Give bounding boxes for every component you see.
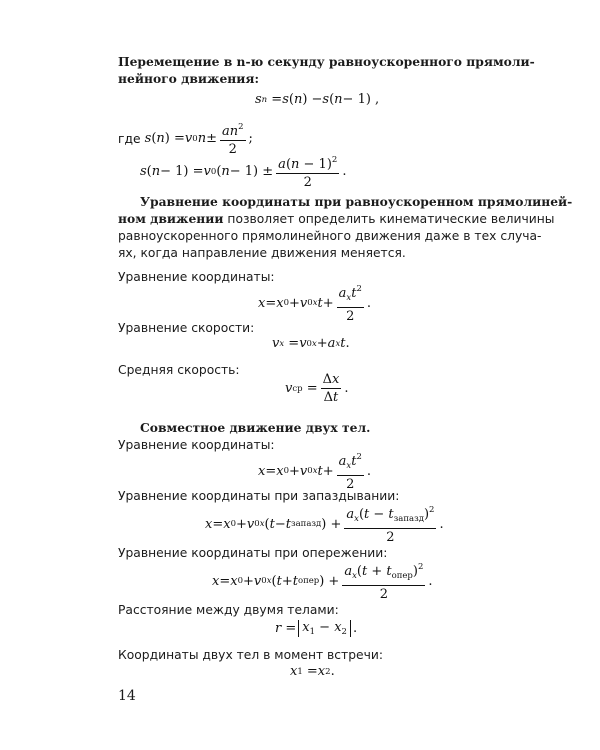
coordinate-equation-label: Уравнение координаты: xyxy=(118,270,275,284)
distance-formula: r = $x_1 - x_2$ . xyxy=(275,620,358,637)
section2-line1: Уравнение координаты при равноускоренном прямолиней- xyxy=(140,194,573,209)
formula-s-of-n-minus-1: s ( n − 1) = v 0 ( n − 1) ± $\frac{a(n - 1)^2}{2}$ . xyxy=(140,155,347,190)
meeting-coordinates-label: Координаты двух тел в момент встречи: xyxy=(118,648,383,662)
advance-formula: x = x 0 + v 0x ( t + t опер ) + $\frac{a_x(t + t_{опер})^2}{2}$ . xyxy=(212,562,433,602)
velocity-equation-label: Уравнение скорости: xyxy=(118,321,255,335)
section3-heading: Совместное движение двух тел. xyxy=(140,420,371,435)
coordinate-formula: x = x 0 + v 0x t + $\frac{a_xt^2}{2}$ . xyxy=(258,284,371,324)
formula-s-of-n: где s ( n ) = v 0 n ± $\frac{an^2}{2}$ ; xyxy=(118,122,253,157)
formula-sn: s n = s ( n ) − s ( n − 1) , xyxy=(255,92,380,107)
average-velocity-formula: v ср = $\frac{\Delta x}{\Delta t}$ . xyxy=(285,372,349,405)
section2-line2: ном движении позволяет определить кинематические величины xyxy=(118,211,555,226)
joint-coordinate-formula: x = x 0 + v 0x t + $\frac{a_xt^2}{2}$ . xyxy=(258,452,371,492)
section1-heading-line2: нейного движения: xyxy=(118,71,260,86)
delay-formula: x = x 0 + v 0x ( t − t запазд ) + $\frac{a_x(t - t_{запазд})^2}{2}$ . xyxy=(205,505,444,545)
section2-line4: ях, когда направление движения меняется. xyxy=(118,246,406,260)
distance-label: Расстояние между двумя телами: xyxy=(118,603,339,617)
section2-line3: равноускоренного прямолинейного движения даже в тех случа- xyxy=(118,229,542,243)
advance-equation-label: Уравнение координаты при опережении: xyxy=(118,546,388,560)
velocity-formula: v x = v 0x + a x t . xyxy=(272,336,350,351)
page-number: 14 xyxy=(118,688,136,704)
meeting-formula: x 1 = x 2 . xyxy=(290,664,335,679)
delay-equation-label: Уравнение координаты при запаздывании: xyxy=(118,489,400,503)
joint-coordinate-label: Уравнение координаты: xyxy=(118,438,275,452)
where-label: где xyxy=(118,131,141,146)
average-velocity-label: Средняя скорость: xyxy=(118,363,240,377)
section1-heading-line1: Перемещение в n-ю секунду равноускоренного прямоли- xyxy=(118,54,535,69)
